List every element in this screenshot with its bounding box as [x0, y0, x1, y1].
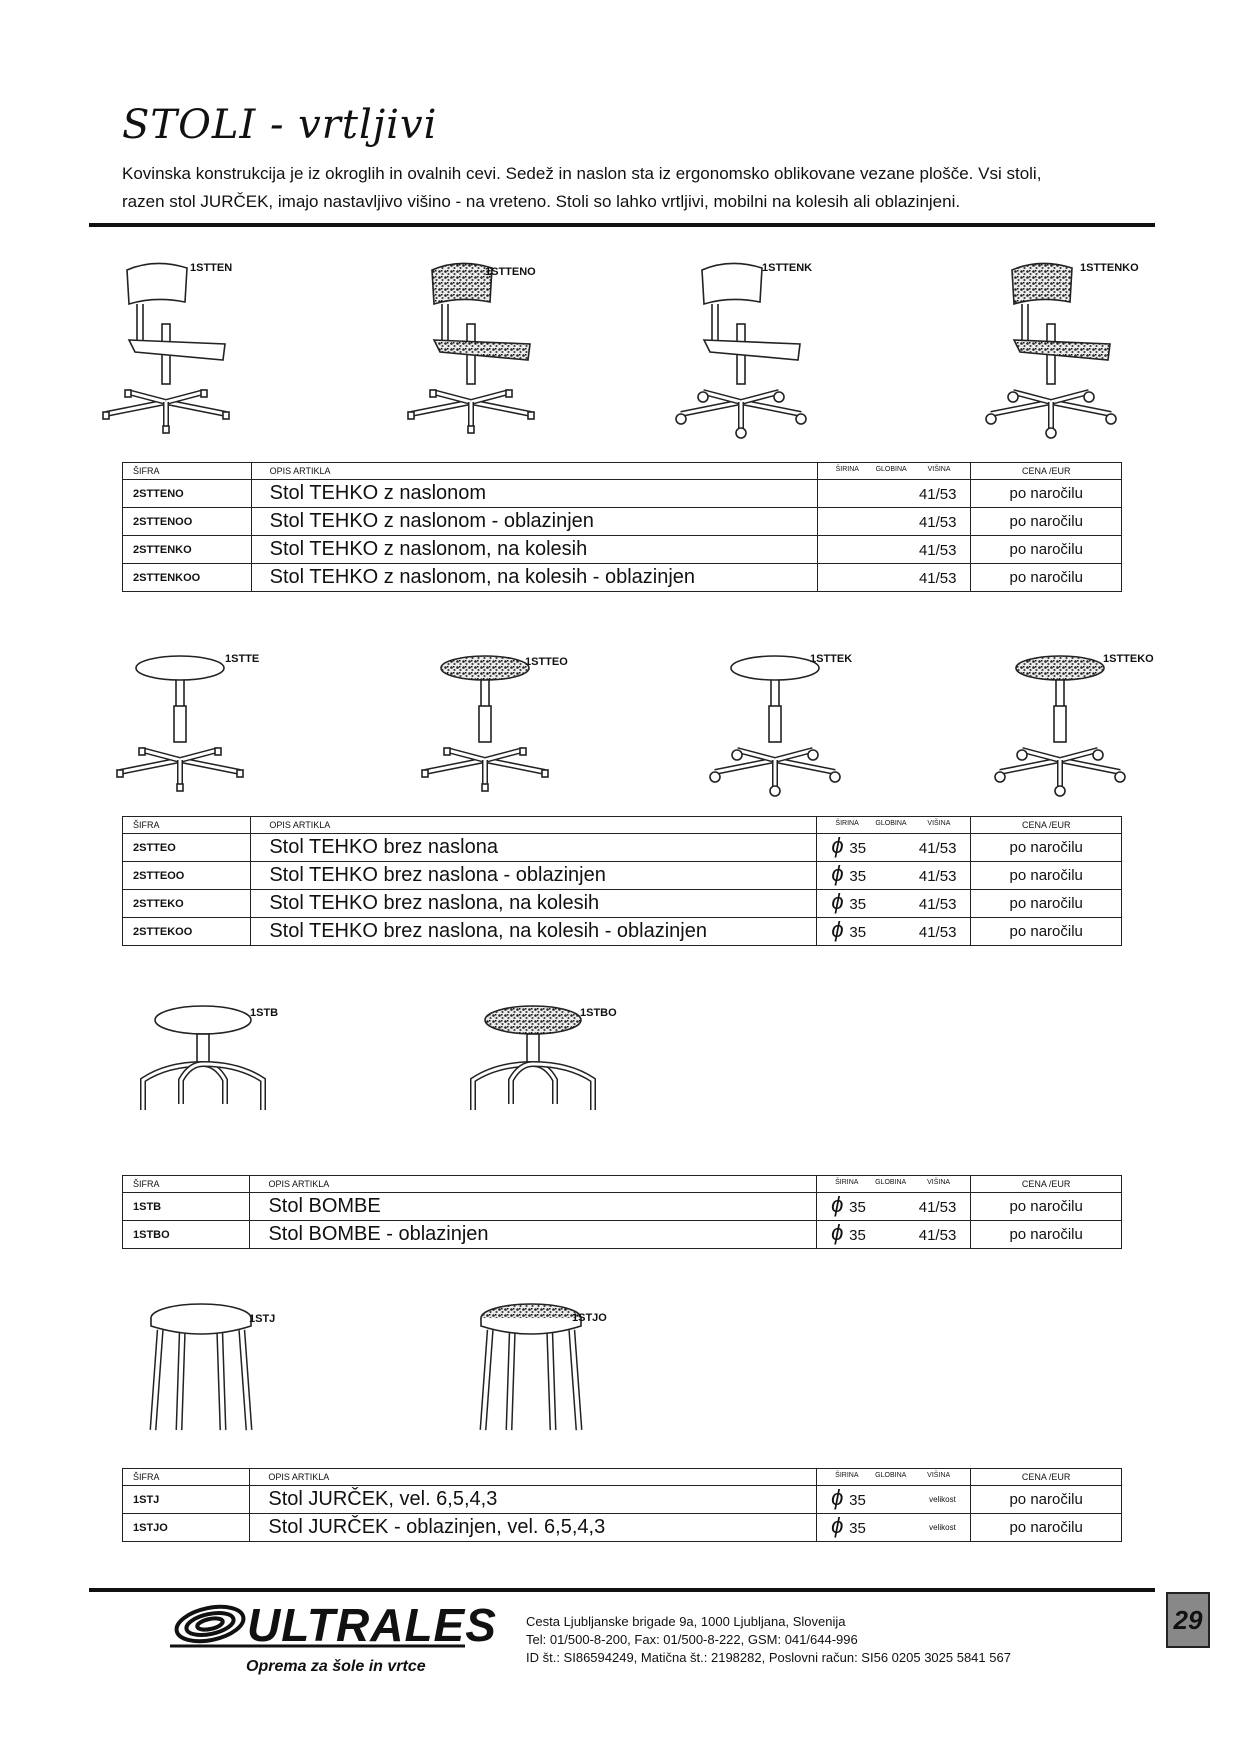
width-value: 35 — [849, 1227, 866, 1244]
image-code-label: 1STTENKO — [1080, 262, 1139, 274]
height-value: 41/53 — [918, 542, 957, 559]
product-table — [122, 1175, 1122, 1249]
chair-drawing — [481, 1304, 581, 1430]
product-description: Stol TEHKO z naslonom - oblazinjen — [251, 508, 817, 536]
width-value: 35 — [849, 1492, 866, 1509]
image-code-label: 1STTE — [225, 653, 260, 665]
product-table — [122, 816, 1122, 946]
header-price: CENA /EUR — [971, 817, 1122, 834]
header-desc: OPIS ARTIKLA — [251, 463, 817, 480]
footer-ids: ID št.: SI86594249, Matična št.: 2198282, Poslovni račun: SI56 0205 3025 5841 567 — [526, 1650, 1011, 1665]
height-value: 41/53 — [918, 486, 957, 503]
dimensions-cell — [817, 480, 971, 508]
product-code: 2STTEOO — [123, 862, 251, 890]
dimensions-cell — [817, 536, 971, 564]
table-row — [123, 480, 1122, 508]
height-value: 41/53 — [918, 1227, 957, 1244]
chair-drawing — [408, 263, 534, 433]
size-label: velikost — [929, 1523, 956, 1532]
product-description: Stol TEHKO brez naslona, na kolesih - oblazinjen — [251, 918, 817, 946]
header-code: ŠIFRA — [123, 463, 252, 480]
chair-drawing — [710, 656, 840, 796]
price-cell: po naročilu — [971, 1514, 1122, 1542]
image-code-label: 1STTENK — [762, 262, 813, 274]
table-row — [123, 536, 1122, 564]
price-cell: po naročilu — [971, 508, 1122, 536]
header-dims: ŠIRINA GLOBINA VIŠINA — [817, 1469, 971, 1486]
diameter-icon: ϕ — [831, 1192, 844, 1217]
product-code: 1STJO — [123, 1514, 250, 1542]
dimensions-cell — [817, 862, 971, 890]
size-label: velikost — [929, 1495, 956, 1504]
image-code-label: 1STTEN — [190, 262, 233, 274]
width-value: 35 — [849, 1520, 866, 1537]
product-code: 2STTEO — [123, 834, 251, 862]
chair-drawing — [422, 656, 548, 791]
header-dims: ŠIRINA GLOBINA VIŠINA — [817, 463, 971, 480]
product-code: 2STTEKO — [123, 890, 251, 918]
header-code: ŠIFRA — [123, 817, 251, 834]
page-title: STOLI - vrtljivi — [122, 102, 438, 148]
diameter-icon: ϕ — [831, 889, 844, 914]
product-code: 2STTEKOO — [123, 918, 251, 946]
logo-tagline: Oprema za šole in vrtce — [246, 1658, 426, 1675]
image-code-label: 1STTEO — [525, 656, 568, 668]
height-value: 41/53 — [918, 896, 957, 913]
page-number: 29 — [1166, 1592, 1210, 1648]
chair-drawing — [473, 1006, 593, 1110]
dimensions-cell — [817, 1514, 971, 1542]
product-code: 2STTENOO — [123, 508, 252, 536]
image-code-label: 1STJO — [572, 1312, 607, 1324]
dimensions-cell — [817, 1486, 971, 1514]
table-row — [123, 1221, 1122, 1249]
product-description: Stol TEHKO z naslonom, na kolesih - oblazinjen — [251, 564, 817, 592]
price-cell: po naročilu — [971, 834, 1122, 862]
product-code: 2STTENO — [123, 480, 252, 508]
height-value: 41/53 — [918, 514, 957, 531]
chair-drawing — [995, 656, 1125, 796]
height-value: 41/53 — [918, 570, 957, 587]
image-code-label: 1STTEKO — [1103, 653, 1154, 665]
table-row — [123, 1514, 1122, 1542]
header-price: CENA /EUR — [971, 1176, 1122, 1193]
table-row — [123, 1193, 1122, 1221]
header-desc: OPIS ARTIKLA — [250, 1469, 817, 1486]
chair-drawing — [143, 1006, 263, 1110]
dimensions-cell — [817, 1193, 971, 1221]
diameter-icon: ϕ — [831, 833, 844, 858]
dimensions-cell — [817, 1221, 971, 1249]
footer-rule — [89, 1588, 1155, 1592]
product-description: Stol JURČEK - oblazinjen, vel. 6,5,4,3 — [250, 1514, 817, 1542]
chair-drawing — [117, 656, 243, 791]
product-description: Stol BOMBE - oblazinjen — [250, 1221, 817, 1249]
table-row — [123, 862, 1122, 890]
price-cell: po naročilu — [971, 890, 1122, 918]
image-code-label: 1STJ — [249, 1313, 276, 1325]
header-dims: ŠIRINA GLOBINA VIŠINA — [817, 817, 971, 834]
height-value: 41/53 — [918, 1199, 957, 1216]
price-cell: po naročilu — [971, 564, 1122, 592]
chair-drawing — [676, 263, 806, 438]
dimensions-cell — [817, 890, 971, 918]
product-description: Stol BOMBE — [250, 1193, 817, 1221]
width-value: 35 — [849, 924, 867, 941]
header-desc: OPIS ARTIKLA — [250, 1176, 817, 1193]
header-code: ŠIFRA — [123, 1176, 250, 1193]
product-code: 1STBO — [123, 1221, 250, 1249]
price-cell: po naročilu — [971, 1221, 1122, 1249]
price-cell: po naročilu — [971, 480, 1122, 508]
intro-line-2: razen stol JURČEK, imajo nastavljivo višino - na vreteno. Stoli so lahko vrtljivi, mobilni na kolesih ali oblazinjeni. — [122, 192, 961, 211]
product-description: Stol TEHKO brez naslona - oblazinjen — [251, 862, 817, 890]
image-code-label: 1STB — [250, 1007, 279, 1019]
intro-line-1: Kovinska konstrukcija je iz okroglih in ovalnih cevi. Sedež in naslon sta iz ergonomsko oblikovane vezane plošče. Vsi stoli, — [122, 164, 1042, 183]
header-desc: OPIS ARTIKLA — [251, 817, 817, 834]
header-dims: ŠIRINA GLOBINA VIŠINA — [817, 1176, 971, 1193]
dimensions-cell — [817, 508, 971, 536]
price-cell: po naročilu — [971, 862, 1122, 890]
product-description: Stol JURČEK, vel. 6,5,4,3 — [250, 1486, 817, 1514]
image-code-label: 1STTEK — [810, 653, 853, 665]
header-price: CENA /EUR — [971, 463, 1122, 480]
height-value: 41/53 — [918, 924, 957, 941]
chair-drawing — [103, 263, 229, 433]
product-table — [122, 1468, 1122, 1542]
product-description: Stol TEHKO z naslonom — [251, 480, 817, 508]
width-value: 35 — [849, 840, 867, 857]
product-description: Stol TEHKO brez naslona, na kolesih — [251, 890, 817, 918]
table-row — [123, 890, 1122, 918]
product-description: Stol TEHKO z naslonom, na kolesih — [251, 536, 817, 564]
dimensions-cell — [817, 564, 971, 592]
dimensions-cell — [817, 834, 971, 862]
dimensions-cell — [817, 918, 971, 946]
product-code: 2STTENKO — [123, 536, 252, 564]
diameter-icon: ϕ — [831, 1220, 844, 1245]
footer-phones: Tel: 01/500-8-200, Fax: 01/500-8-222, GSM: 041/644-996 — [526, 1632, 858, 1647]
chair-drawing — [151, 1304, 251, 1430]
table-row — [123, 918, 1122, 946]
height-value: 41/53 — [918, 840, 957, 857]
product-description: Stol TEHKO brez naslona — [251, 834, 817, 862]
width-value: 35 — [849, 868, 867, 885]
diameter-icon: ϕ — [831, 917, 844, 942]
image-code-label: 1STTENO — [485, 266, 536, 278]
chair-drawing — [986, 263, 1116, 438]
diameter-icon: ϕ — [831, 1513, 844, 1538]
width-value: 35 — [849, 1199, 866, 1216]
header-price: CENA /EUR — [971, 1469, 1122, 1486]
table-row — [123, 834, 1122, 862]
product-code: 1STJ — [123, 1486, 250, 1514]
price-cell: po naročilu — [971, 1193, 1122, 1221]
image-code-label: 1STBO — [580, 1007, 617, 1019]
width-value: 35 — [849, 896, 867, 913]
price-cell: po naročilu — [971, 536, 1122, 564]
product-code: 1STB — [123, 1193, 250, 1221]
price-cell: po naročilu — [971, 918, 1122, 946]
logo-text: ULTRALES — [247, 1599, 497, 1651]
height-value: 41/53 — [918, 868, 957, 885]
table-row — [123, 564, 1122, 592]
header-code: ŠIFRA — [123, 1469, 250, 1486]
diameter-icon: ϕ — [831, 861, 844, 886]
diameter-icon: ϕ — [831, 1485, 844, 1510]
product-table — [122, 462, 1122, 592]
product-code: 2STTENKOO — [123, 564, 252, 592]
table-row — [123, 508, 1122, 536]
table-row — [123, 1486, 1122, 1514]
footer-address: Cesta Ljubljanske brigade 9a, 1000 Ljubljana, Slovenija — [526, 1614, 846, 1629]
price-cell: po naročilu — [971, 1486, 1122, 1514]
